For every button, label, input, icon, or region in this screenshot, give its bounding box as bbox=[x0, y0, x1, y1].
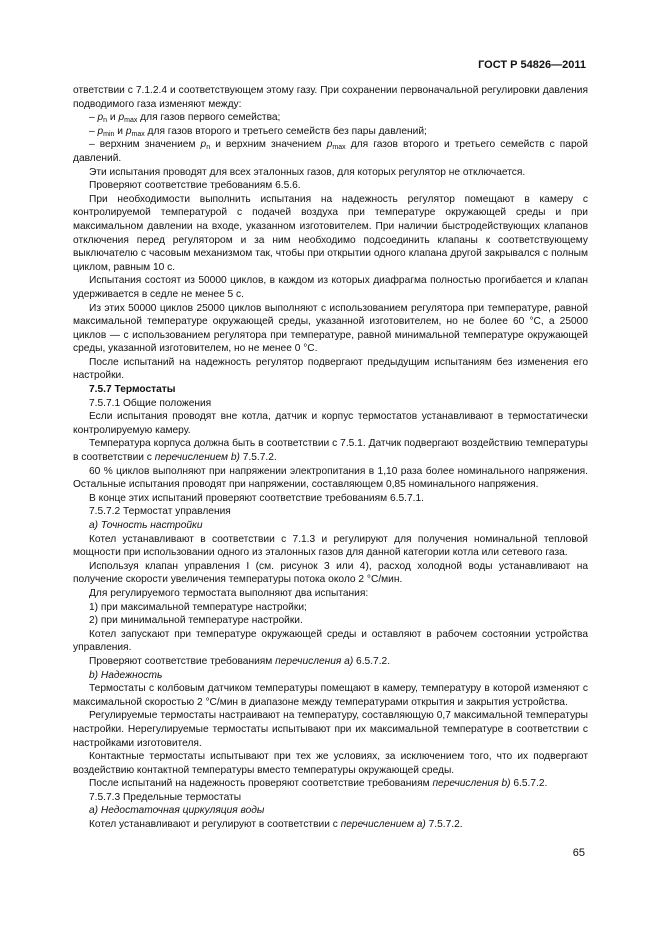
paragraph: При необходимости выполнить испытания на надежность регулятор помещают в камеру с контролируемой температурой с подачей воздуха при температуре окружающей среды и при максимальном давлении на входе, указанном изготовителем. При наличии быстродействующих клапанов отключения перед регулятором и за ним необходимо подсоединить клапаны к соответствующему выключателю с часовым механизмом так, чтобы при открытии одного клапана другой закрывался с полным циклом, равным 10 с. bbox=[73, 193, 588, 273]
subsection-heading: 7.5.7.1 Общие положения bbox=[89, 397, 212, 409]
paragraph: Контактные термостаты испытывают при тех же условиях, за исключением того, что их подвергают воздействию контактной температуры вместо температуры окружающей среды. bbox=[73, 751, 588, 776]
paragraph: ответствии с 7.1.2.4 и соответствующем этому газу. При сохранении первоначальной регулировки давления подводимого газа изменяют между: bbox=[73, 85, 588, 110]
paragraph: Котел устанавливают в соответствии с 7.1.3 и регулируют для получения номинальной тепловой мощности при использовании одного из эталонных газов для данной категории котла или сетевого газа. bbox=[73, 533, 588, 559]
list-item: – $p_{min}$ и $p_{max}$ для газов второго и третьего семейств без пары давлений; bbox=[89, 125, 427, 138]
paragraph: Регулируемые термостаты настраивают на температуру, составляющую 0,7 максимальной температуры настройки. Нерегулируемые термостаты испытывают при их максимальной температуре в соответствии с настройками изготовителя. bbox=[73, 710, 588, 749]
item-heading: а) Точность настройки bbox=[89, 520, 203, 531]
list-item: 1) при максимальной температуре настройки; bbox=[89, 601, 307, 613]
paragraph: Если испытания проводят вне котла, датчик и корпус термостатов устанавливают в термостатически контролируемую камеру. bbox=[73, 411, 588, 436]
paragraph: После испытаний на надежность регулятор подвергают предыдущим испытаниям без изменения его настройки. bbox=[73, 356, 588, 382]
paragraph: Термостаты с колбовым датчиком температуры помещают в камеру, температуру в которой изменяют с максимальной скоростью 2 °С/мин в диапазоне между температурами открытия и закрытия устройства. bbox=[73, 683, 588, 708]
paragraph: Температура корпуса должна быть в соответствии с 7.5.1. Датчик подвергают воздействию температуры в соответствии с перечислением b) 7.5.7.2. bbox=[73, 438, 588, 464]
paragraph: Испытания состоят из 50000 циклов, в каждом из которых диафрагма полностью прогибается и клапан удерживается в седле не менее 5 с. bbox=[73, 275, 588, 300]
list-item: – $p_n$ и $p_{max}$ для газов первого семейства; bbox=[89, 112, 281, 125]
paragraph: Из этих 50000 циклов 25000 циклов выполняют с использованием регулятора при температуре, равной максимальной температуре окружающей среды, указанной изготовителем, но не более 60 °С, а 25000 циклов — с использованием регулятора при температуре, равной минимальной температуре окружающей среды, указанной изготовителем, но не менее 0 °С. bbox=[73, 302, 588, 355]
paragraph: 60 % циклов выполняют при напряжении электропитания в 1,10 раза более номинального напряжения. Остальные испытания проводят при напряжении, составляющем 0,85 номинального напряжения. bbox=[73, 465, 588, 491]
paragraph: В конце этих испытаний проверяют соответствие требованиям 6.5.7.1. bbox=[89, 492, 424, 504]
page-number: 65 bbox=[572, 847, 585, 859]
paragraph: Эти испытания проводят для всех эталонных газов, для которых регулятор не отключается. bbox=[89, 166, 526, 178]
section-heading: 7.5.7 Термостаты bbox=[89, 384, 176, 396]
document-body bbox=[73, 84, 588, 832]
subsection-heading: 7.5.7.3 Предельные термостаты bbox=[89, 791, 242, 803]
paragraph: Котел запускают при температуре окружающей среды и оставляют в рабочем состоянии устройства управления. bbox=[73, 628, 588, 654]
item-heading: а) Недостаточная циркуляция воды bbox=[89, 805, 265, 817]
paragraph: Для регулируемого термостата выполняют два испытания: bbox=[89, 587, 369, 599]
paragraph: Проверяют соответствие требованиям перечисления а) 6.5.7.2. bbox=[89, 655, 391, 667]
subsection-heading: 7.5.7.2 Термостат управления bbox=[89, 506, 231, 518]
item-heading: b) Надежность bbox=[89, 669, 163, 681]
paragraph: Котел устанавливают и регулируют в соответствии с перечислением а) 7.5.7.2. bbox=[89, 819, 463, 831]
paragraph: Проверяют соответствие требованиям 6.5.6. bbox=[89, 180, 301, 192]
list-item: – верхним значением $p_n$ и верхним значением $p_{max}$ для газов второго и третьего семейств с парой давлений. bbox=[73, 139, 588, 164]
list-item: 2) при минимальной температуре настройки. bbox=[89, 615, 303, 627]
paragraph: Используя клапан управления I (см. рисунок 3 или 4), расход холодной воды устанавливают на получение скорости увеличения температуры потока около 2 °С/мин. bbox=[73, 560, 588, 586]
paragraph: После испытаний на надежность проверяют соответствие требованиям перечисления b) 6.5.7.2. bbox=[89, 778, 548, 790]
document-header: ГОСТ Р 54826—2011 bbox=[478, 59, 586, 71]
